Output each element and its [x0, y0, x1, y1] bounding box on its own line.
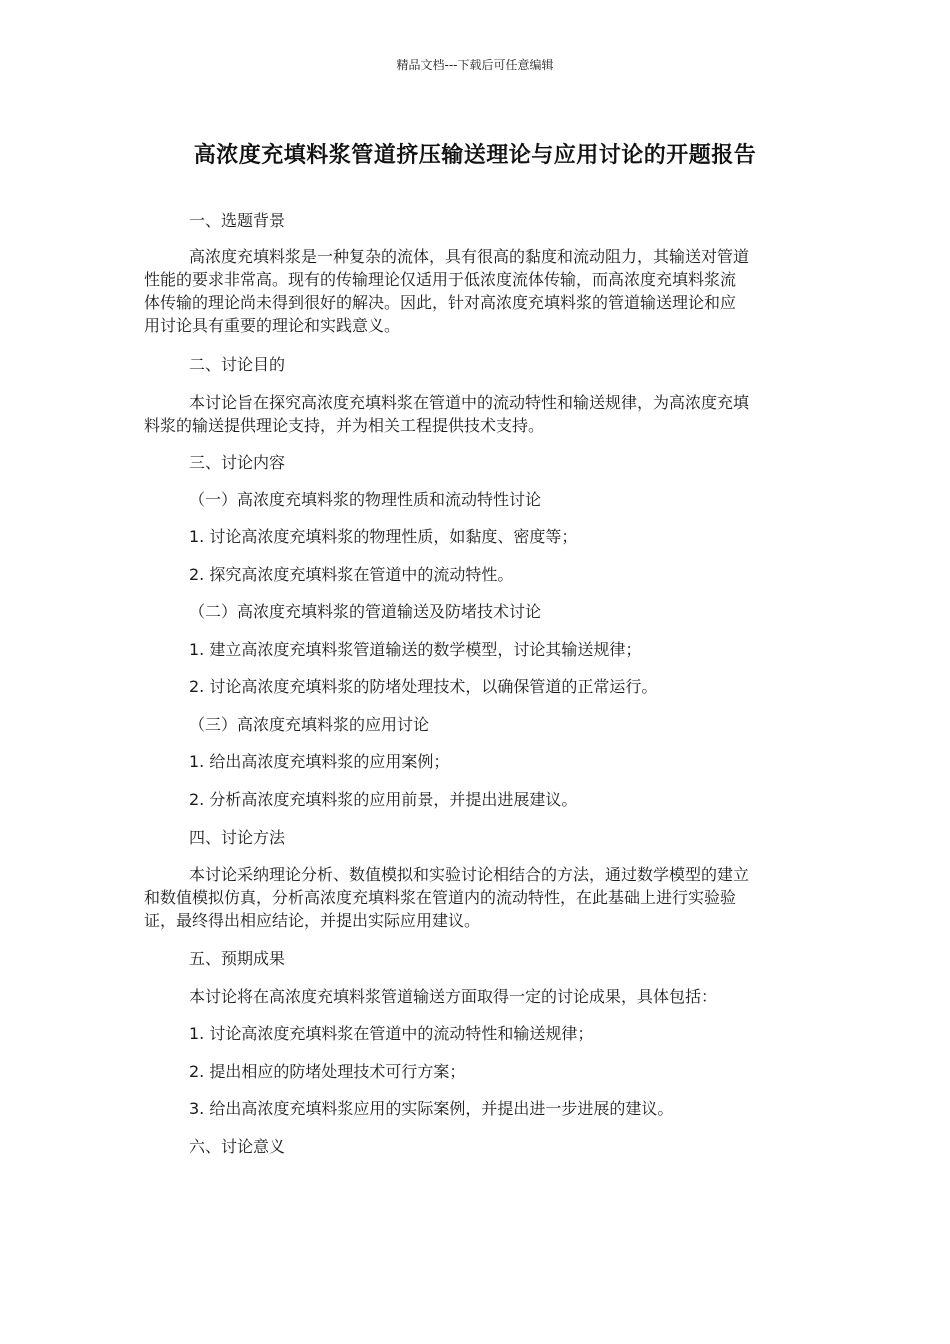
section-heading-content: 三、讨论内容 [189, 453, 286, 472]
list-item: 1. 讨论高浓度充填料浆在管道中的流动特性和输送规律； [189, 1024, 594, 1043]
list-item: 3. 给出高浓度充填料浆应用的实际案例，并提出进一步进展的建议。 [189, 1099, 674, 1118]
subsection-heading-2: （二）高浓度充填料浆的管道输送及防堵技术讨论 [189, 602, 542, 621]
paragraph-line: 料浆的输送提供理论支持，并为相关工程提供技术支持。 [144, 416, 545, 435]
paragraph-line: 和数值模拟仿真，分析高浓度充填料浆在管道内的流动特性，在此基础上进行实验验 [144, 888, 737, 907]
paragraph-method [144, 863, 806, 932]
list-item: 2. 分析高浓度充填料浆的应用前景，并提出进展建议。 [189, 790, 578, 809]
section-heading-method: 四、讨论方法 [189, 828, 286, 847]
list-item: 2. 提出相应的防堵处理技术可行方案； [189, 1062, 466, 1081]
page-header: 精品文档---下载后可任意编辑 [396, 58, 554, 72]
paragraph-line: 性能的要求非常高。现有的传输理论仅适用于低浓度流体传输，而高浓度充填料浆流 [144, 270, 737, 289]
list-item: 2. 探究高浓度充填料浆在管道中的流动特性。 [189, 565, 514, 584]
document-title: 高浓度充填料浆管道挤压输送理论与应用讨论的开题报告 [193, 143, 757, 168]
list-item: 1. 讨论高浓度充填料浆的物理性质，如黏度、密度等； [189, 527, 578, 546]
section-heading-significance: 六、讨论意义 [189, 1137, 286, 1156]
list-item: 1. 给出高浓度充填料浆的应用案例； [189, 752, 450, 771]
section-heading-outcomes: 五、预期成果 [189, 949, 286, 968]
paragraph-line: 体传输的理论尚未得到很好的解决。因此，针对高浓度充填料浆的管道输送理论和应 [144, 293, 737, 312]
list-item: 2. 讨论高浓度充填料浆的防堵处理技术，以确保管道的正常运行。 [189, 677, 658, 696]
paragraph-line: 用讨论具有重要的理论和实践意义。 [144, 316, 401, 335]
section-heading-purpose: 二、讨论目的 [189, 355, 286, 374]
list-item: 1. 建立高浓度充填料浆管道输送的数学模型，讨论其输送规律； [189, 640, 642, 659]
paragraph-line: 高浓度充填料浆是一种复杂的流体，具有很高的黏度和流动阻力，其输送对管道 [189, 247, 750, 266]
outcomes-intro: 本讨论将在高浓度充填料浆管道输送方面取得一定的讨论成果，具体包括： [189, 987, 718, 1006]
paragraph-line: 本讨论旨在探究高浓度充填料浆在管道中的流动特性和输送规律，为高浓度充填 [189, 393, 750, 412]
paragraph-background [144, 245, 806, 337]
subsection-heading-1: （一）高浓度充填料浆的物理性质和流动特性讨论 [189, 490, 542, 509]
paragraph-line: 本讨论采纳理论分析、数值模拟和实验讨论相结合的方法，通过数学模型的建立 [189, 865, 750, 884]
subsection-heading-3: （三）高浓度充填料浆的应用讨论 [189, 715, 430, 734]
section-heading-background: 一、选题背景 [189, 211, 286, 230]
paragraph-line: 证，最终得出相应结论，并提出实际应用建议。 [144, 911, 481, 930]
paragraph-purpose [144, 391, 806, 437]
